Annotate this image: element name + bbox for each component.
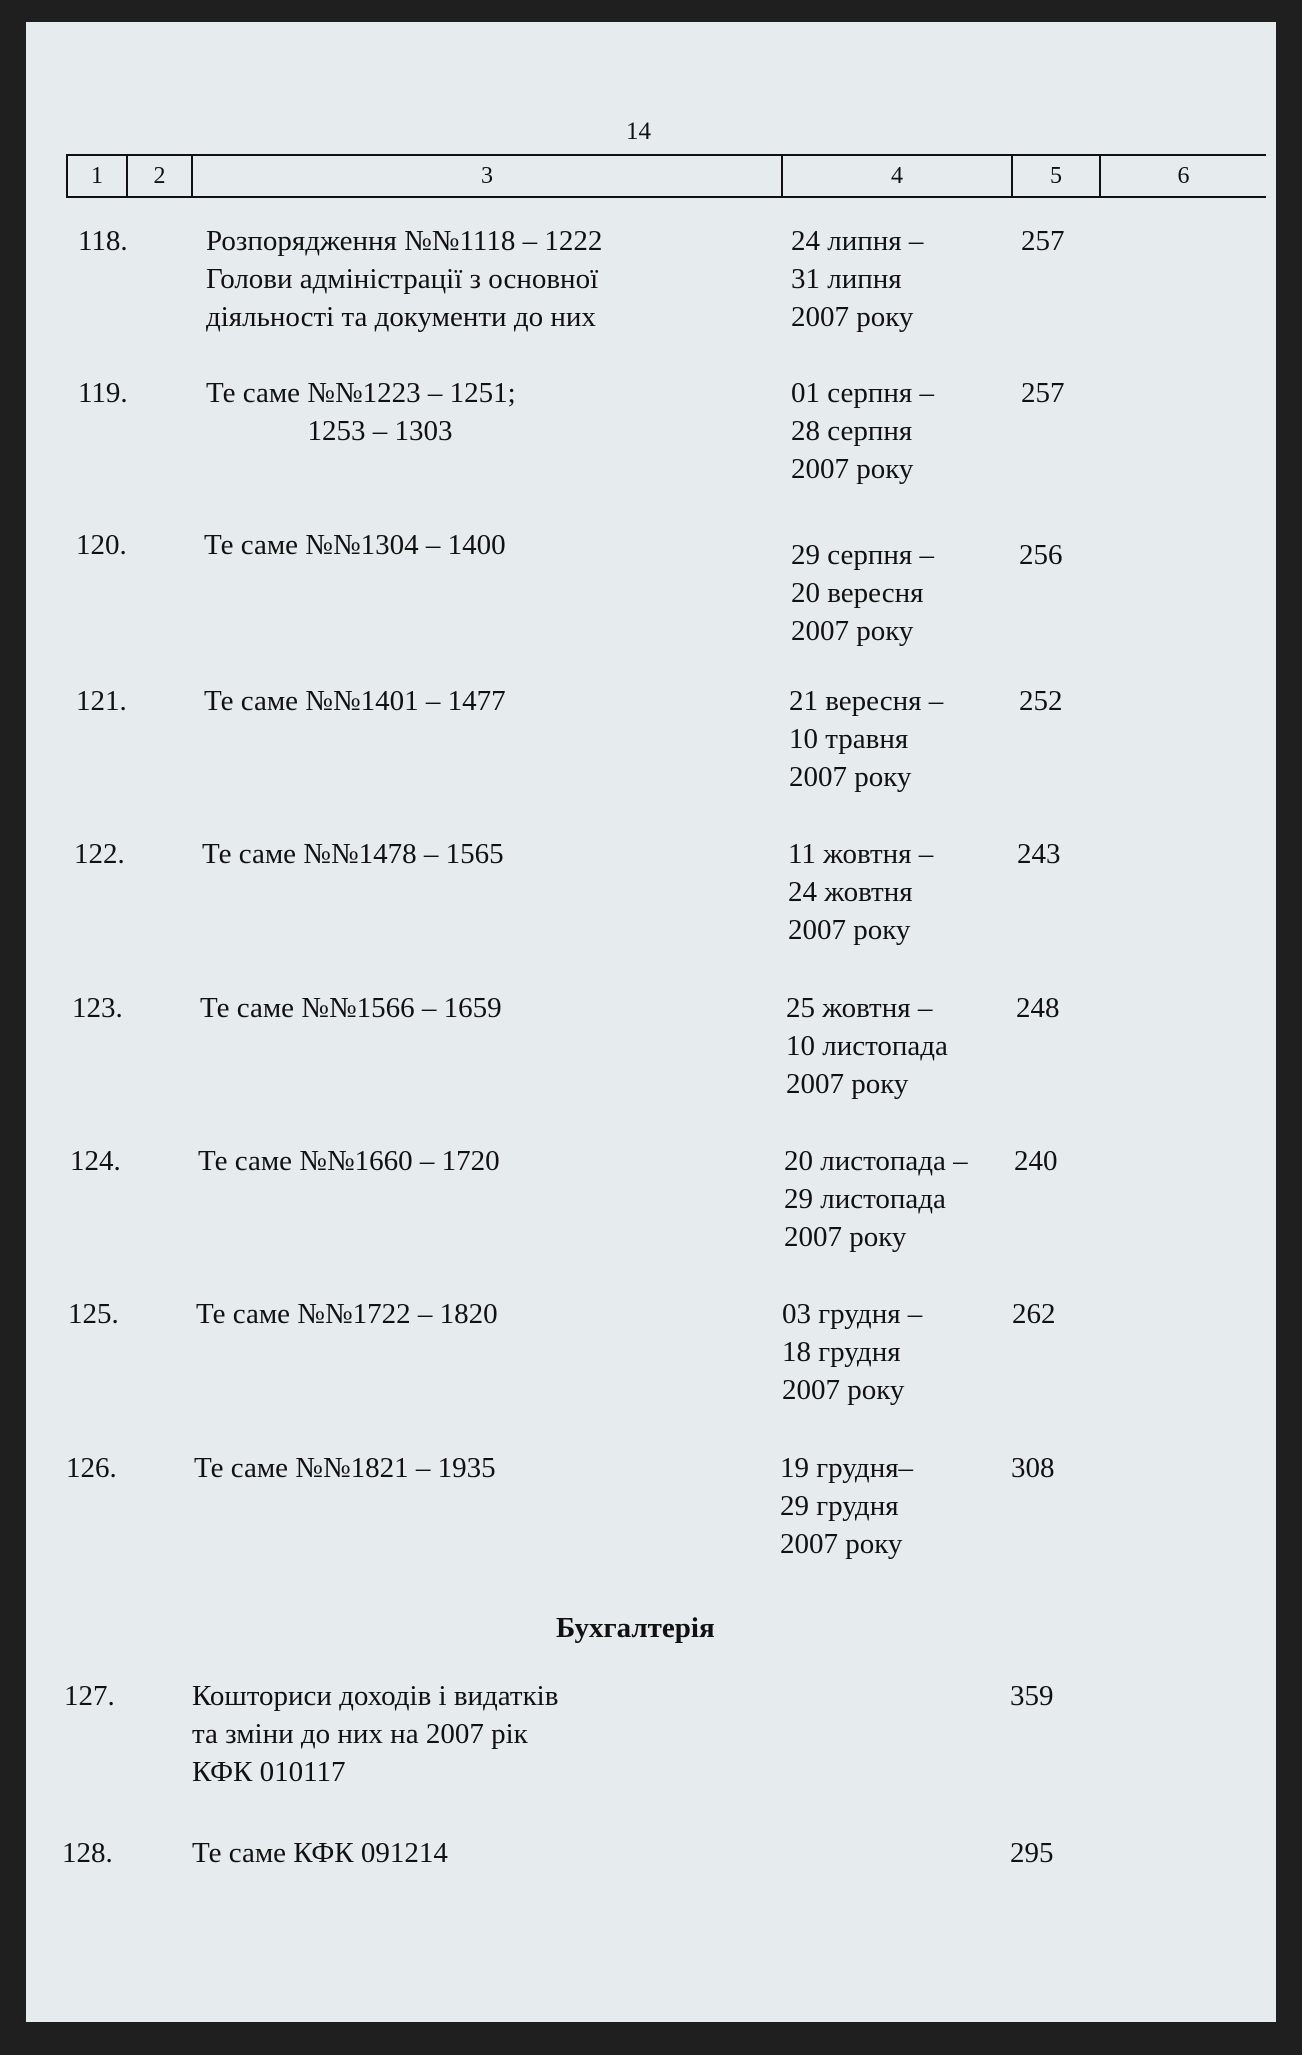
row-number: 124.: [70, 1145, 121, 1177]
row-sheet-count: 252: [1019, 685, 1063, 717]
row-description: Те саме №№1566 – 1659: [200, 992, 502, 1024]
row-sheet-count: 262: [1012, 1298, 1056, 1330]
row-sheet-count: 243: [1017, 838, 1061, 870]
section-title: Бухгалтерія: [556, 1612, 715, 1644]
row-number: 126.: [66, 1452, 117, 1484]
row-description: Те саме №№1223 – 1251; 1253 – 1303: [206, 377, 516, 447]
row-number: 123.: [72, 992, 123, 1024]
column-header-6: 6: [1099, 156, 1266, 196]
row-sheet-count: 257: [1021, 225, 1065, 257]
row-number: 121.: [76, 685, 127, 717]
row-number: 118.: [78, 225, 128, 257]
row-sheet-count: 240: [1014, 1145, 1058, 1177]
column-header-2: 2: [126, 156, 191, 196]
column-header-3: 3: [191, 156, 781, 196]
row-date-range: 20 листопада – 29 листопада 2007 року: [784, 1145, 968, 1253]
row-number: 125.: [68, 1298, 119, 1330]
row-date-range: 21 вересня – 10 травня 2007 року: [789, 685, 944, 793]
row-number: 120.: [76, 529, 127, 561]
row-description: Те саме №№1722 – 1820: [196, 1298, 498, 1330]
row-date-range: 11 жовтня – 24 жовтня 2007 року: [788, 838, 934, 946]
row-description: Те саме №№1478 – 1565: [202, 838, 504, 870]
page-number: 14: [626, 118, 651, 145]
row-number: 122.: [74, 838, 125, 870]
row-description: Розпорядження №№1118 – 1222 Голови адміністрації з основної діяльності та документи до них: [206, 225, 603, 333]
row-description: Те саме №№1401 – 1477: [204, 685, 506, 717]
document-page: [26, 22, 1276, 2022]
column-header-1: 1: [66, 156, 126, 196]
row-sheet-count: 308: [1011, 1452, 1055, 1484]
row-date-range: 01 серпня – 28 серпня 2007 року: [791, 377, 934, 485]
row-description: Те саме КФК 091214: [192, 1837, 448, 1869]
row-description: Те саме №№1821 – 1935: [194, 1452, 496, 1484]
row-date-range: 24 липня – 31 липня 2007 року: [791, 225, 924, 333]
row-number: 127.: [64, 1680, 115, 1712]
row-date-range: 03 грудня – 18 грудня 2007 року: [782, 1298, 923, 1406]
row-description: Кошториси доходів і видатків та зміни до них на 2007 рік КФК 010117: [192, 1680, 559, 1788]
row-sheet-count: 256: [1019, 539, 1063, 571]
row-sheet-count: 248: [1016, 992, 1060, 1024]
column-header-5: 5: [1011, 156, 1099, 196]
row-description: Те саме №№1660 – 1720: [198, 1145, 500, 1177]
row-number: 128.: [62, 1837, 113, 1869]
row-sheet-count: 257: [1021, 377, 1065, 409]
row-sheet-count: 359: [1010, 1680, 1054, 1712]
row-sheet-count: 295: [1010, 1837, 1054, 1869]
row-date-range: 19 грудня– 29 грудня 2007 року: [780, 1452, 914, 1560]
row-number: 119.: [78, 377, 128, 409]
row-description: Те саме №№1304 – 1400: [204, 529, 506, 561]
column-header-table: [66, 154, 1266, 198]
row-date-range: 25 жовтня – 10 листопада 2007 року: [786, 992, 948, 1100]
column-header-4: 4: [781, 156, 1011, 196]
row-date-range: 29 серпня – 20 вересня 2007 року: [791, 539, 934, 647]
